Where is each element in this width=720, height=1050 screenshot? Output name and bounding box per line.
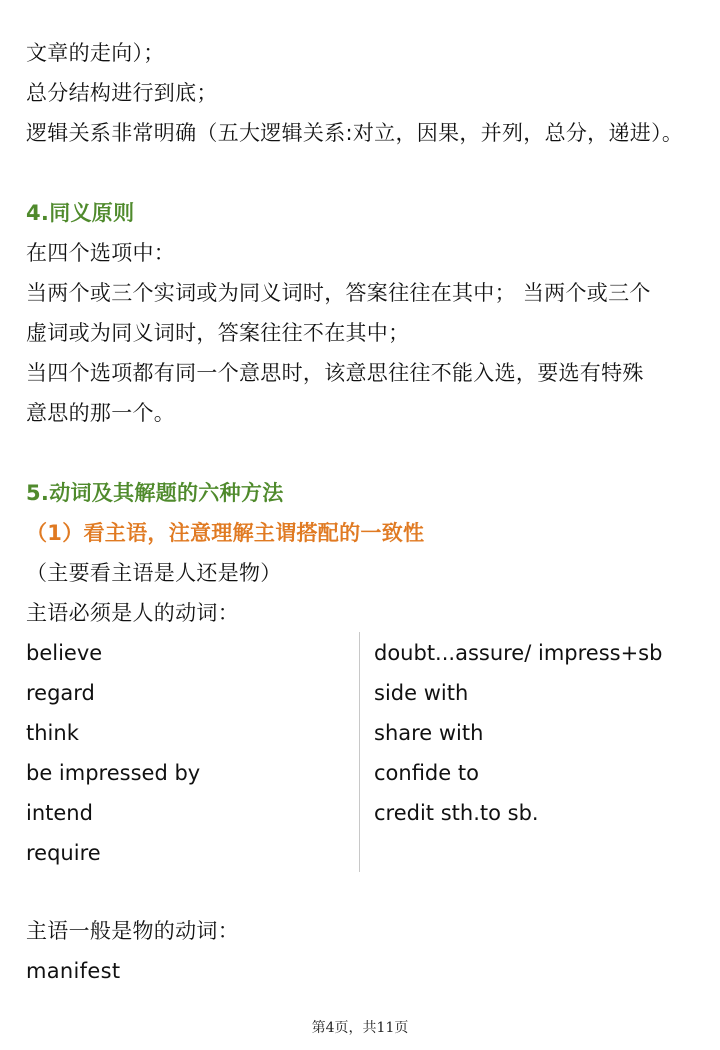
list-item: doubt...assure/ impress+sb bbox=[374, 641, 663, 665]
list-item: regard bbox=[26, 681, 95, 705]
text-line: 在四个选项中： bbox=[26, 241, 176, 265]
text-line: 总分结构进行到底； bbox=[26, 81, 218, 105]
list-item: side with bbox=[374, 681, 469, 705]
text-line: 当四个选项都有同一个意思时，该意思往往不能入选，要选有特殊 bbox=[26, 361, 644, 385]
section-heading: 4.同义原则 bbox=[26, 201, 135, 225]
text-line: 意思的那一个。 bbox=[26, 401, 176, 425]
list-item: credit sth.to sb. bbox=[374, 801, 539, 825]
list-label: 主语一般是物的动词： bbox=[26, 919, 239, 943]
page-number: 第4页，共11页 bbox=[311, 1020, 409, 1036]
verb-column-left bbox=[26, 636, 200, 876]
text-line: 文章的走向）； bbox=[26, 41, 165, 65]
text-line: 逻辑关系非常明确（五大逻辑关系:对立，因果，并列，总分，递进）。 bbox=[26, 121, 684, 145]
list-item: require bbox=[26, 841, 101, 865]
list-item: intend bbox=[26, 801, 93, 825]
list-item: be impressed by bbox=[26, 761, 201, 785]
column-divider bbox=[359, 632, 360, 872]
list-item: think bbox=[26, 721, 79, 745]
list-label: 主语必须是人的动词： bbox=[26, 601, 239, 625]
list-item: believe bbox=[26, 641, 103, 665]
note-text: （主要看主语是人还是物） bbox=[26, 561, 282, 585]
text-line: 当两个或三个实词或为同义词时，答案往往在其中； 当两个或三个 bbox=[26, 281, 651, 305]
list-item: confide to bbox=[374, 761, 479, 785]
list-item: share with bbox=[374, 721, 484, 745]
list-item: manifest bbox=[26, 959, 121, 983]
section-heading: 5.动词及其解题的六种方法 bbox=[26, 481, 284, 505]
verb-column-right bbox=[374, 636, 662, 836]
subsection-heading: （1）看主语，注意理解主谓搭配的一致性 bbox=[26, 521, 425, 545]
text-line: 虚词或为同义词时，答案往往不在其中； bbox=[26, 321, 410, 345]
